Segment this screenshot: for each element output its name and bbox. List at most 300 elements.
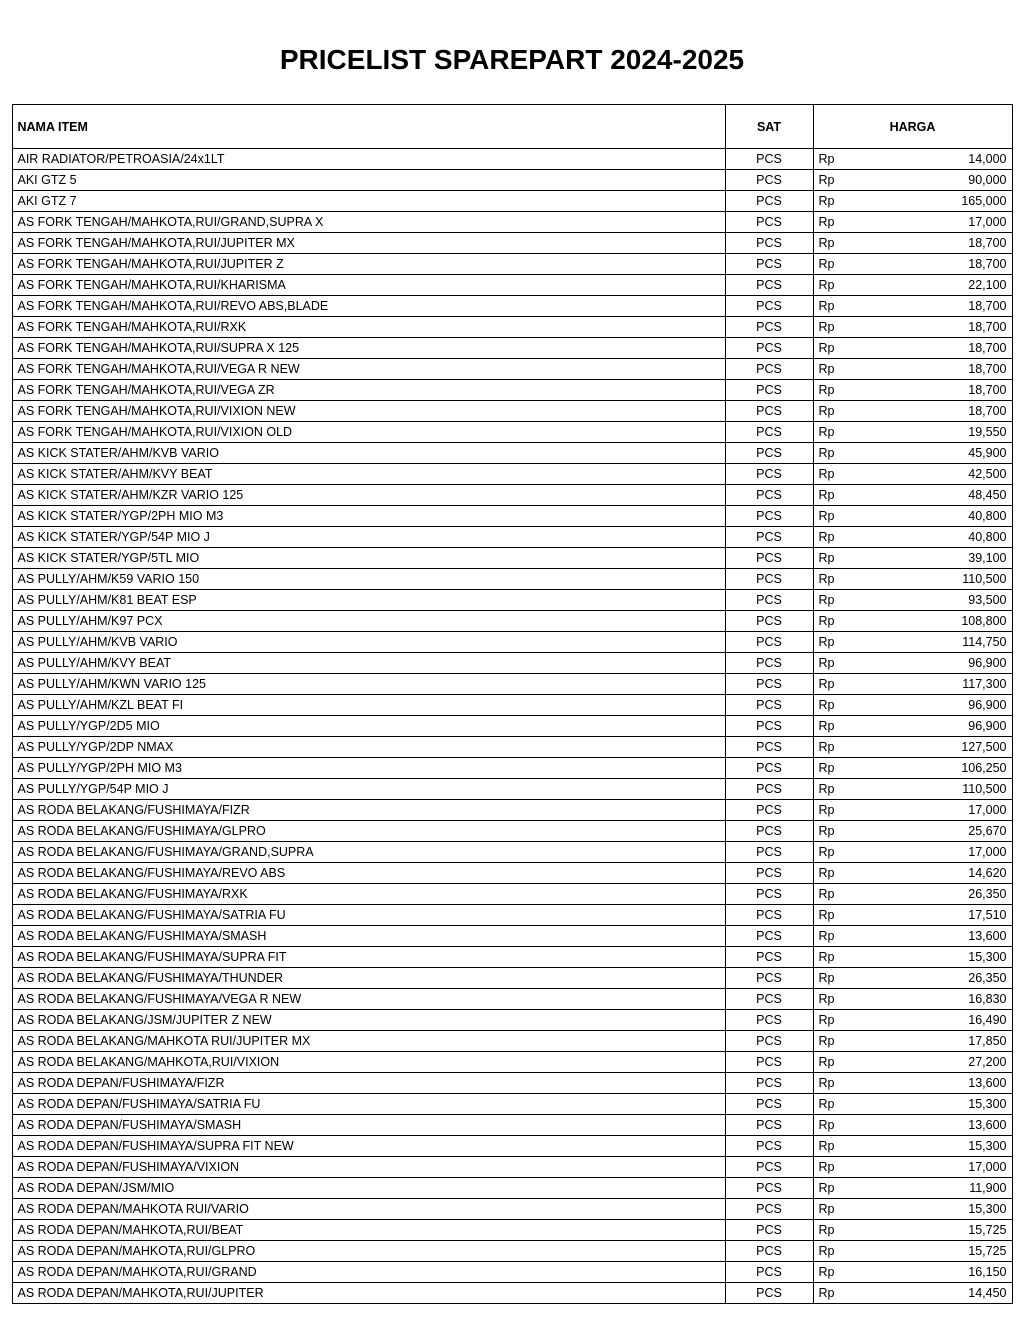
table-row bbox=[12, 149, 1012, 170]
currency-label: Rp bbox=[818, 341, 835, 355]
price-value: 25,670 bbox=[968, 824, 1007, 838]
item-name-cell: AS RODA BELAKANG/MAHKOTA,RUI/VIXION bbox=[12, 1052, 725, 1073]
currency-label: Rp bbox=[818, 383, 835, 397]
currency-label: Rp bbox=[818, 467, 835, 481]
price-cell bbox=[813, 905, 1012, 926]
item-name-cell: AS RODA DEPAN/FUSHIMAYA/SATRIA FU bbox=[12, 1094, 725, 1115]
price-wrap bbox=[819, 613, 1007, 629]
item-name-cell: AS FORK TENGAH/MAHKOTA,RUI/JUPITER MX bbox=[12, 233, 725, 254]
table-row bbox=[12, 758, 1012, 779]
price-value: 18,700 bbox=[968, 257, 1007, 271]
price-value: 15,725 bbox=[968, 1244, 1007, 1258]
item-name-cell: AS KICK STATER/AHM/KZR VARIO 125 bbox=[12, 485, 725, 506]
table-row bbox=[12, 674, 1012, 695]
price-value: 110,500 bbox=[962, 572, 1007, 586]
table-row bbox=[12, 233, 1012, 254]
price-cell bbox=[813, 275, 1012, 296]
currency-label: Rp bbox=[818, 425, 835, 439]
unit-cell: PCS bbox=[725, 611, 813, 632]
currency-label: Rp bbox=[818, 593, 835, 607]
price-wrap bbox=[819, 193, 1007, 209]
price-value: 127,500 bbox=[961, 740, 1007, 754]
item-name-cell: AS PULLY/AHM/K59 VARIO 150 bbox=[12, 569, 725, 590]
unit-cell: PCS bbox=[725, 359, 813, 380]
price-cell bbox=[813, 947, 1012, 968]
currency-label: Rp bbox=[818, 1013, 835, 1027]
table-row bbox=[12, 1157, 1012, 1178]
price-cell bbox=[813, 716, 1012, 737]
item-name-cell: AS RODA DEPAN/MAHKOTA,RUI/GLPRO bbox=[12, 1241, 725, 1262]
table-row bbox=[12, 1136, 1012, 1157]
price-wrap bbox=[819, 655, 1007, 671]
unit-cell: PCS bbox=[725, 926, 813, 947]
price-cell bbox=[813, 590, 1012, 611]
table-row bbox=[12, 170, 1012, 191]
table-row bbox=[12, 254, 1012, 275]
price-value: 18,700 bbox=[968, 236, 1007, 250]
item-name-cell: AS FORK TENGAH/MAHKOTA,RUI/GRAND,SUPRA X bbox=[12, 212, 725, 233]
currency-label: Rp bbox=[818, 1202, 835, 1216]
table-row bbox=[12, 1241, 1012, 1262]
unit-cell: PCS bbox=[725, 1010, 813, 1031]
item-name-cell: AS RODA BELAKANG/MAHKOTA RUI/JUPITER MX bbox=[12, 1031, 725, 1052]
price-cell bbox=[813, 380, 1012, 401]
price-wrap bbox=[819, 1159, 1007, 1175]
price-cell bbox=[813, 1199, 1012, 1220]
price-value: 13,600 bbox=[968, 929, 1007, 943]
unit-cell: PCS bbox=[725, 1136, 813, 1157]
unit-cell: PCS bbox=[725, 968, 813, 989]
price-wrap bbox=[819, 970, 1007, 986]
unit-cell: PCS bbox=[725, 1241, 813, 1262]
unit-cell: PCS bbox=[725, 1052, 813, 1073]
price-cell bbox=[813, 1241, 1012, 1262]
table-row bbox=[12, 947, 1012, 968]
currency-label: Rp bbox=[818, 236, 835, 250]
table-row bbox=[12, 1094, 1012, 1115]
unit-cell: PCS bbox=[725, 653, 813, 674]
price-wrap bbox=[819, 1012, 1007, 1028]
currency-label: Rp bbox=[818, 929, 835, 943]
price-cell bbox=[813, 1073, 1012, 1094]
table-row bbox=[12, 1283, 1012, 1304]
table-row bbox=[12, 653, 1012, 674]
price-wrap bbox=[819, 802, 1007, 818]
table-row bbox=[12, 821, 1012, 842]
currency-label: Rp bbox=[818, 530, 835, 544]
unit-cell: PCS bbox=[725, 1157, 813, 1178]
item-name-cell: AS FORK TENGAH/MAHKOTA,RUI/SUPRA X 125 bbox=[12, 338, 725, 359]
price-wrap bbox=[819, 1033, 1007, 1049]
price-value: 22,100 bbox=[968, 278, 1007, 292]
price-cell bbox=[813, 1094, 1012, 1115]
table-row bbox=[12, 548, 1012, 569]
unit-cell: PCS bbox=[725, 695, 813, 716]
item-name-cell: AS KICK STATER/AHM/KVY BEAT bbox=[12, 464, 725, 485]
table-body bbox=[12, 149, 1012, 1304]
unit-cell: PCS bbox=[725, 674, 813, 695]
price-value: 45,900 bbox=[968, 446, 1007, 460]
currency-label: Rp bbox=[818, 173, 835, 187]
table-row bbox=[12, 926, 1012, 947]
price-cell bbox=[813, 464, 1012, 485]
price-wrap bbox=[819, 361, 1007, 377]
price-wrap bbox=[819, 739, 1007, 755]
item-name-cell: AS PULLY/YGP/2PH MIO M3 bbox=[12, 758, 725, 779]
price-cell bbox=[813, 485, 1012, 506]
price-wrap bbox=[819, 424, 1007, 440]
unit-cell: PCS bbox=[725, 401, 813, 422]
unit-cell: PCS bbox=[725, 884, 813, 905]
price-cell bbox=[813, 506, 1012, 527]
price-cell bbox=[813, 968, 1012, 989]
price-value: 17,510 bbox=[968, 908, 1007, 922]
unit-cell: PCS bbox=[725, 1199, 813, 1220]
unit-cell: PCS bbox=[725, 191, 813, 212]
price-wrap bbox=[819, 1201, 1007, 1217]
unit-cell: PCS bbox=[725, 464, 813, 485]
price-value: 14,620 bbox=[968, 866, 1007, 880]
table-row bbox=[12, 275, 1012, 296]
unit-cell: PCS bbox=[725, 422, 813, 443]
currency-label: Rp bbox=[818, 824, 835, 838]
price-wrap bbox=[819, 508, 1007, 524]
price-cell bbox=[813, 527, 1012, 548]
currency-label: Rp bbox=[818, 509, 835, 523]
price-value: 15,300 bbox=[968, 1097, 1007, 1111]
price-wrap bbox=[819, 634, 1007, 650]
price-cell bbox=[813, 422, 1012, 443]
currency-label: Rp bbox=[818, 740, 835, 754]
item-name-cell: AS FORK TENGAH/MAHKOTA,RUI/VEGA ZR bbox=[12, 380, 725, 401]
table-row bbox=[12, 611, 1012, 632]
price-wrap bbox=[819, 235, 1007, 251]
price-value: 11,900 bbox=[969, 1181, 1007, 1195]
price-value: 93,500 bbox=[968, 593, 1007, 607]
price-cell bbox=[813, 989, 1012, 1010]
page-title: PRICELIST SPAREPART 2024-2025 bbox=[279, 44, 745, 75]
table-row bbox=[12, 716, 1012, 737]
price-wrap bbox=[819, 1096, 1007, 1112]
price-cell bbox=[813, 611, 1012, 632]
price-wrap bbox=[819, 277, 1007, 293]
price-value: 15,725 bbox=[968, 1223, 1007, 1237]
currency-label: Rp bbox=[818, 803, 835, 817]
price-cell bbox=[813, 317, 1012, 338]
currency-label: Rp bbox=[818, 845, 835, 859]
price-wrap bbox=[819, 760, 1007, 776]
currency-label: Rp bbox=[818, 320, 835, 334]
currency-label: Rp bbox=[818, 656, 835, 670]
price-value: 18,700 bbox=[968, 404, 1007, 418]
price-wrap bbox=[819, 319, 1007, 335]
currency-label: Rp bbox=[818, 215, 835, 229]
price-cell bbox=[813, 842, 1012, 863]
table-row bbox=[12, 737, 1012, 758]
item-name-cell: AS PULLY/AHM/K97 PCX bbox=[12, 611, 725, 632]
table-row bbox=[12, 485, 1012, 506]
price-wrap bbox=[819, 172, 1007, 188]
price-wrap bbox=[819, 445, 1007, 461]
price-value: 39,100 bbox=[968, 551, 1007, 565]
unit-cell: PCS bbox=[725, 1073, 813, 1094]
price-cell bbox=[813, 1136, 1012, 1157]
price-value: 18,700 bbox=[968, 341, 1007, 355]
unit-cell: PCS bbox=[725, 905, 813, 926]
table-row bbox=[12, 191, 1012, 212]
price-value: 14,450 bbox=[968, 1286, 1007, 1300]
price-value: 18,700 bbox=[968, 362, 1007, 376]
item-name-cell: AS RODA BELAKANG/FUSHIMAYA/FIZR bbox=[12, 800, 725, 821]
price-value: 48,450 bbox=[968, 488, 1007, 502]
item-name-cell: AS RODA BELAKANG/FUSHIMAYA/THUNDER bbox=[12, 968, 725, 989]
price-cell bbox=[813, 1010, 1012, 1031]
unit-cell: PCS bbox=[725, 149, 813, 170]
unit-cell: PCS bbox=[725, 842, 813, 863]
currency-label: Rp bbox=[818, 572, 835, 586]
price-cell bbox=[813, 1283, 1012, 1304]
price-wrap bbox=[819, 1054, 1007, 1070]
item-name-cell: AS PULLY/AHM/KVB VARIO bbox=[12, 632, 725, 653]
table-row bbox=[12, 905, 1012, 926]
unit-cell: PCS bbox=[725, 737, 813, 758]
price-value: 16,490 bbox=[968, 1013, 1007, 1027]
price-cell bbox=[813, 800, 1012, 821]
item-name-cell: AS RODA BELAKANG/FUSHIMAYA/VEGA R NEW bbox=[12, 989, 725, 1010]
unit-cell: PCS bbox=[725, 1283, 813, 1304]
table-row bbox=[12, 968, 1012, 989]
price-wrap bbox=[819, 298, 1007, 314]
unit-cell: PCS bbox=[725, 1115, 813, 1136]
price-value: 13,600 bbox=[968, 1076, 1007, 1090]
price-cell bbox=[813, 401, 1012, 422]
price-cell bbox=[813, 443, 1012, 464]
price-cell bbox=[813, 653, 1012, 674]
price-wrap bbox=[819, 1117, 1007, 1133]
item-name-cell: AS RODA DEPAN/MAHKOTA,RUI/JUPITER bbox=[12, 1283, 725, 1304]
unit-cell: PCS bbox=[725, 569, 813, 590]
currency-label: Rp bbox=[818, 299, 835, 313]
unit-cell: PCS bbox=[725, 1220, 813, 1241]
price-value: 108,800 bbox=[961, 614, 1007, 628]
price-value: 26,350 bbox=[968, 887, 1007, 901]
price-value: 18,700 bbox=[968, 383, 1007, 397]
item-name-cell: AS FORK TENGAH/MAHKOTA,RUI/VIXION OLD bbox=[12, 422, 725, 443]
unit-cell: PCS bbox=[725, 863, 813, 884]
price-wrap bbox=[819, 844, 1007, 860]
currency-label: Rp bbox=[818, 908, 835, 922]
item-name-cell: AS PULLY/AHM/KVY BEAT bbox=[12, 653, 725, 674]
column-header-sat: SAT bbox=[725, 105, 813, 149]
price-cell bbox=[813, 170, 1012, 191]
price-value: 165,000 bbox=[961, 194, 1007, 208]
currency-label: Rp bbox=[818, 551, 835, 565]
table-row bbox=[12, 359, 1012, 380]
price-value: 16,150 bbox=[968, 1265, 1007, 1279]
item-name-cell: AS RODA DEPAN/FUSHIMAYA/FIZR bbox=[12, 1073, 725, 1094]
currency-label: Rp bbox=[818, 971, 835, 985]
price-cell bbox=[813, 548, 1012, 569]
unit-cell: PCS bbox=[725, 170, 813, 191]
unit-cell: PCS bbox=[725, 1031, 813, 1052]
price-value: 40,800 bbox=[968, 530, 1007, 544]
price-wrap bbox=[819, 865, 1007, 881]
price-wrap bbox=[819, 928, 1007, 944]
price-wrap bbox=[819, 781, 1007, 797]
price-value: 17,850 bbox=[968, 1034, 1007, 1048]
price-wrap bbox=[819, 1138, 1007, 1154]
unit-cell: PCS bbox=[725, 485, 813, 506]
unit-cell: PCS bbox=[725, 212, 813, 233]
unit-cell: PCS bbox=[725, 254, 813, 275]
item-name-cell: AKI GTZ 7 bbox=[12, 191, 725, 212]
price-wrap bbox=[819, 676, 1007, 692]
unit-cell: PCS bbox=[725, 800, 813, 821]
price-value: 26,350 bbox=[968, 971, 1007, 985]
unit-cell: PCS bbox=[725, 947, 813, 968]
price-cell bbox=[813, 233, 1012, 254]
price-cell bbox=[813, 149, 1012, 170]
price-wrap bbox=[819, 466, 1007, 482]
price-cell bbox=[813, 926, 1012, 947]
unit-cell: PCS bbox=[725, 590, 813, 611]
currency-label: Rp bbox=[818, 1265, 835, 1279]
currency-label: Rp bbox=[818, 362, 835, 376]
item-name-cell: AS RODA DEPAN/JSM/MIO bbox=[12, 1178, 725, 1199]
unit-cell: PCS bbox=[725, 443, 813, 464]
item-name-cell: AKI GTZ 5 bbox=[12, 170, 725, 191]
price-cell bbox=[813, 863, 1012, 884]
price-cell bbox=[813, 1031, 1012, 1052]
price-value: 17,000 bbox=[968, 215, 1007, 229]
item-name-cell: AS KICK STATER/AHM/KVB VARIO bbox=[12, 443, 725, 464]
price-value: 114,750 bbox=[962, 635, 1007, 649]
price-wrap bbox=[819, 340, 1007, 356]
unit-cell: PCS bbox=[725, 632, 813, 653]
currency-label: Rp bbox=[818, 1244, 835, 1258]
price-cell bbox=[813, 821, 1012, 842]
unit-cell: PCS bbox=[725, 716, 813, 737]
unit-cell: PCS bbox=[725, 233, 813, 254]
price-value: 96,900 bbox=[968, 656, 1007, 670]
unit-cell: PCS bbox=[725, 506, 813, 527]
price-cell bbox=[813, 1115, 1012, 1136]
unit-cell: PCS bbox=[725, 1262, 813, 1283]
currency-label: Rp bbox=[818, 1160, 835, 1174]
table-row bbox=[12, 1052, 1012, 1073]
item-name-cell: AS KICK STATER/YGP/5TL MIO bbox=[12, 548, 725, 569]
price-value: 96,900 bbox=[968, 719, 1007, 733]
price-wrap bbox=[819, 697, 1007, 713]
price-wrap bbox=[819, 991, 1007, 1007]
price-value: 14,000 bbox=[968, 152, 1007, 166]
item-name-cell: AS RODA BELAKANG/FUSHIMAYA/GLPRO bbox=[12, 821, 725, 842]
item-name-cell: AS RODA DEPAN/MAHKOTA RUI/VARIO bbox=[12, 1199, 725, 1220]
price-wrap bbox=[819, 1180, 1007, 1196]
price-value: 13,600 bbox=[968, 1118, 1007, 1132]
currency-label: Rp bbox=[818, 1223, 835, 1237]
currency-label: Rp bbox=[818, 488, 835, 502]
currency-label: Rp bbox=[818, 992, 835, 1006]
currency-label: Rp bbox=[818, 1055, 835, 1069]
price-wrap bbox=[819, 1222, 1007, 1238]
item-name-cell: AS RODA BELAKANG/FUSHIMAYA/SMASH bbox=[12, 926, 725, 947]
table-row bbox=[12, 1031, 1012, 1052]
price-cell bbox=[813, 884, 1012, 905]
price-cell bbox=[813, 1178, 1012, 1199]
table-header bbox=[12, 105, 1012, 149]
table-row bbox=[12, 842, 1012, 863]
unit-cell: PCS bbox=[725, 380, 813, 401]
table-row bbox=[12, 569, 1012, 590]
price-cell bbox=[813, 1220, 1012, 1241]
item-name-cell: AS RODA BELAKANG/JSM/JUPITER Z NEW bbox=[12, 1010, 725, 1031]
table-row bbox=[12, 317, 1012, 338]
column-header-harga: HARGA bbox=[813, 105, 1012, 149]
unit-cell: PCS bbox=[725, 989, 813, 1010]
price-wrap bbox=[819, 949, 1007, 965]
item-name-cell: AS PULLY/YGP/2DP NMAX bbox=[12, 737, 725, 758]
price-wrap bbox=[819, 382, 1007, 398]
currency-label: Rp bbox=[818, 278, 835, 292]
currency-label: Rp bbox=[818, 194, 835, 208]
pricelist-table bbox=[12, 104, 1013, 1304]
table-row bbox=[12, 590, 1012, 611]
unit-cell: PCS bbox=[725, 317, 813, 338]
table-row bbox=[12, 695, 1012, 716]
price-wrap bbox=[819, 823, 1007, 839]
table-row bbox=[12, 296, 1012, 317]
table-row bbox=[12, 422, 1012, 443]
item-name-cell: AS PULLY/AHM/K81 BEAT ESP bbox=[12, 590, 725, 611]
price-value: 15,300 bbox=[968, 1139, 1007, 1153]
price-value: 110,500 bbox=[962, 782, 1007, 796]
item-name-cell: AS PULLY/AHM/KWN VARIO 125 bbox=[12, 674, 725, 695]
price-wrap bbox=[819, 214, 1007, 230]
table-row bbox=[12, 1262, 1012, 1283]
table-row bbox=[12, 1115, 1012, 1136]
currency-label: Rp bbox=[818, 614, 835, 628]
currency-label: Rp bbox=[818, 887, 835, 901]
price-wrap bbox=[819, 1243, 1007, 1259]
currency-label: Rp bbox=[818, 404, 835, 418]
price-value: 27,200 bbox=[968, 1055, 1007, 1069]
unit-cell: PCS bbox=[725, 821, 813, 842]
table-row bbox=[12, 779, 1012, 800]
currency-label: Rp bbox=[818, 698, 835, 712]
item-name-cell: AS FORK TENGAH/MAHKOTA,RUI/VIXION NEW bbox=[12, 401, 725, 422]
table-row bbox=[12, 380, 1012, 401]
price-cell bbox=[813, 359, 1012, 380]
price-cell bbox=[813, 212, 1012, 233]
unit-cell: PCS bbox=[725, 758, 813, 779]
currency-label: Rp bbox=[818, 1076, 835, 1090]
currency-label: Rp bbox=[818, 1139, 835, 1153]
price-value: 40,800 bbox=[968, 509, 1007, 523]
item-name-cell: AS PULLY/AHM/KZL BEAT FI bbox=[12, 695, 725, 716]
table-row bbox=[12, 1199, 1012, 1220]
currency-label: Rp bbox=[818, 1118, 835, 1132]
currency-label: Rp bbox=[818, 446, 835, 460]
price-wrap bbox=[819, 1075, 1007, 1091]
currency-label: Rp bbox=[818, 950, 835, 964]
unit-cell: PCS bbox=[725, 527, 813, 548]
item-name-cell: AS FORK TENGAH/MAHKOTA,RUI/RXK bbox=[12, 317, 725, 338]
price-cell bbox=[813, 737, 1012, 758]
price-cell bbox=[813, 1157, 1012, 1178]
item-name-cell: AS PULLY/YGP/2D5 MIO bbox=[12, 716, 725, 737]
price-cell bbox=[813, 569, 1012, 590]
